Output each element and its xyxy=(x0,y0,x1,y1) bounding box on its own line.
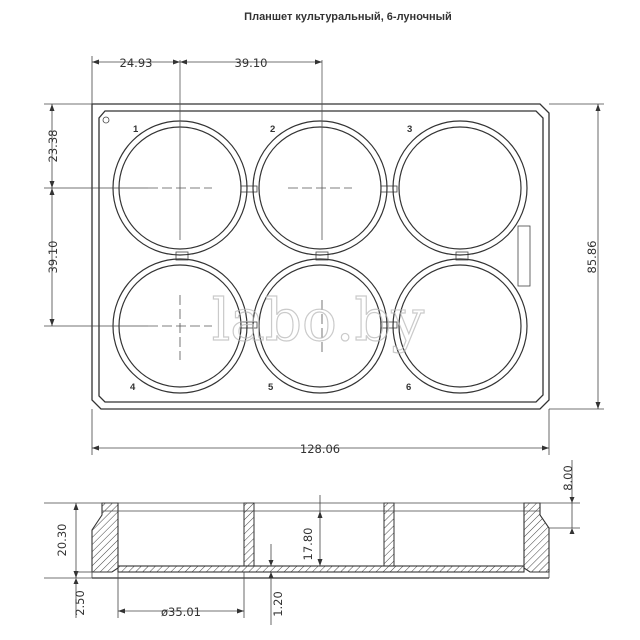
well-number-6: 6 xyxy=(406,382,412,393)
plate-inner-outline xyxy=(99,111,543,402)
dim-flange: 2.50 xyxy=(73,590,87,616)
dim-width: 128.06 xyxy=(299,442,341,456)
dim-row-offset: 23.38 xyxy=(46,129,60,163)
well-number-5: 5 xyxy=(268,382,274,393)
dim-col-offset: 24.93 xyxy=(119,56,153,70)
dim-row-pitch: 39.10 xyxy=(46,240,60,274)
dim-well-diameter: ø35.01 xyxy=(161,605,201,619)
well-3 xyxy=(393,121,527,255)
drawing-title: Планшет культуральный, 6-луночный xyxy=(244,11,452,23)
dim-rim: 8.00 xyxy=(561,465,575,491)
dim-height: 20.30 xyxy=(55,523,69,557)
section-view xyxy=(44,460,580,625)
dim-well-depth: 17.80 xyxy=(301,527,315,561)
well-number-2: 2 xyxy=(270,124,276,135)
top-view xyxy=(44,56,604,456)
corner-notch xyxy=(103,117,109,123)
dim-depth: 85.86 xyxy=(585,240,599,274)
well-number-3: 3 xyxy=(407,124,413,135)
dim-bottom: 1.20 xyxy=(271,591,285,617)
plate-outline xyxy=(92,104,549,409)
watermark-text: labo.by xyxy=(211,286,425,354)
well-number-1: 1 xyxy=(133,124,139,135)
dim-col-pitch: 39.10 xyxy=(234,56,268,70)
well-number-4: 4 xyxy=(130,382,136,393)
label-area xyxy=(518,226,530,286)
